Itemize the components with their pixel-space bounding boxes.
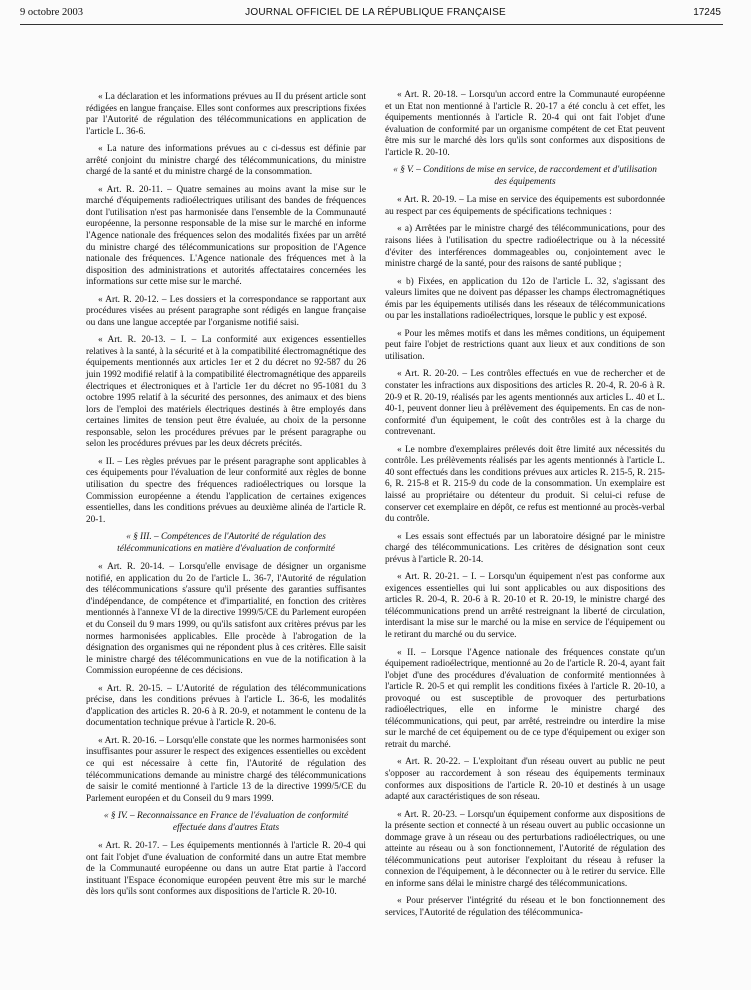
article-r20-23: « Art. R. 20-23. – Lorsqu'un équipement conforme aux dispositions de la présente section et connecté à un réseau ouvert au public occasionne un dommage grave à un réseau ou des perturbations radioélectriques, ou une atteinte au réseau ou à son fonctionnement, l'Autorité de régulation des télécommunications peut autoriser l'exploitant du réseau à refuser la connexion de l'équipement, à le déconnecter ou à le retirer du service. Elle en informe sans délai le ministre chargé des télécommunications. (385, 809, 665, 889)
paragraph: « Pour les mêmes motifs et dans les mêmes conditions, un équipement peut faire l'objet de restrictions quant aux lieux et aux conditions de son utilisation. (385, 328, 665, 362)
section-heading-v: « § V. – Conditions de mise en service, de raccordement et d'utilisation des équipements (393, 165, 657, 187)
paragraph: « a) Arrêtées par le ministre chargé des télécommunications, pour des raisons liées à l'utilisation du spectre radioélectrique ou à la nécessité d'éviter des interférences dommageables ou, conjointement avec le ministre chargé de la santé, pour des raisons de santé publique ; (385, 224, 665, 270)
paragraph: « b) Fixées, en application du 12o de l'article L. 32, s'agissant des valeurs limites que ne doivent pas dépasser les champs électromagnétiques émis par les équipements utilisés dans les réseaux de télécommunications ou par les installations radioélectriques, lorsque le public y est exposé. (385, 276, 665, 322)
header-rule (20, 24, 723, 25)
paragraph: « Pour préserver l'intégrité du réseau et le bon fonctionnement des services, l'Autorité de régulation des télécommunica- (385, 896, 665, 918)
article-r20-12: « Art. R. 20-12. – Les dossiers et la correspondance se rapportant aux procédures visées au présent paragraphe sont rédigés en langue française ou dans une langue acceptée par l'organisme notifié saisi. (86, 294, 366, 328)
left-column (86, 92, 366, 905)
section-heading-iii: « § III. – Compétences de l'Autorité de régulation des télécommunications en matière d'évaluation de conformité (117, 532, 335, 554)
article-r20-15: « Art. R. 20-15. – L'Autorité de régulation des télécommunications précise, dans les conditions prévues à l'article L. 36-6, les modalités d'application des articles R. 20-6 à R. 20-9, et notamment le contenu de la documentation technique prévue à l'article R. 20-6. (86, 683, 366, 729)
article-r20-16: « Art. R. 20-16. – Lorsqu'elle constate que les normes harmonisées sont insuffisantes pour assurer le respect des exigences essentielles ou excèdent ce qui est nécessaire à cette fin, l'Autorité de régulation des télécommunications demande au ministre chargé des télécommunications de saisir le comité mentionné à l'article 13 de la directive 1999/5/CE du Parlement européen et du Conseil du 9 mars 1999. (86, 735, 366, 804)
header-page-number: 17245 (693, 7, 721, 18)
header-date: 9 octobre 2003 (20, 7, 83, 18)
article-r20-19: « Art. R. 20-19. – La mise en service des équipements est subordonnée au respect par ces équipements de spécifications techniques : (385, 195, 665, 217)
paragraph: « La déclaration et les informations prévues au II du présent article sont rédigées en langue française. Elles sont conformes aux prescriptions fixées par l'Autorité de régulation des télécommunications en application de l'article L. 36-6. (86, 92, 366, 137)
paragraph: « Les essais sont effectués par un laboratoire désigné par le ministre chargé des télécommunications. Les critères de désignation sont ceux prévus à l'article R. 20-14. (385, 531, 665, 565)
article-r20-11: « Art. R. 20-11. – Quatre semaines au moins avant la mise sur le marché d'équipements radioélectriques utilisant des bandes de fréquences dont l'utilisation n'est pas harmonisée dans l'ensemble de la Communauté européenne, la personne responsable de la mise sur le marché en informe l'Agence nationale des fréquences selon des modalités fixées par un arrêté du ministre chargé des télécommunications sur proposition de l'Agence nationale des fréquences. L'Agence nationale des fréquences met à la disposition des administrations et autorités affectataires concernées les informations sur cette mise sur le marché. (86, 184, 366, 288)
right-column (385, 90, 665, 926)
article-r20-21: « Art. R. 20-21. – I. – Lorsqu'un équipement n'est pas conforme aux exigences essentielles qui lui sont applicables ou aux dispositions des articles R. 20-4, R. 20-6 à R. 20-10 et R. 20-19, le ministre chargé des télécommunications prend un arrêté restreignant la liberté de circulation, interdisant la mise sur le marché ou la mise en service de l'équipement ou le retirant du marché ou du service. (385, 572, 665, 640)
article-r20-14: « Art. R. 20-14. – Lorsqu'elle envisage de désigner un organisme notifié, en application du 2o de l'article L. 36-7, l'Autorité de régulation des télécommunications s'assure qu'il présente des garanties suffisantes d'indépendance, de compétence et d'impartialité, en fonction des critères mentionnés à l'annexe VI de la directive 1999/5/CE du Parlement européen et du Conseil du 9 mars 1999, ou qu'ils satisfont aux critères prévus par les normes harmonisées applicables. Elle procède à l'abrogation de la désignation des organismes qui ne répondent plus à ces critères. Elle saisit le ministre chargé des télécommunications en vue de la notification à la Commission européenne de ces décisions. (86, 562, 366, 677)
article-r20-13: « Art. R. 20-13. – I. – La conformité aux exigences essentielles relatives à la santé, à la sécurité et à la compatibilité électromagnétique des équipements mentionnés aux articles 1er et 2 du décret no 92-587 du 26 juin 1992 modifié relatif à la compatibilité électromagnétique des appareils électriques et électroniques et à l'article 1er du décret no 95-1081 du 3 octobre 1995 relatif à la sécurité des personnes, des animaux et des biens lors de l'emploi des matériels électriques destinés à être employés dans certaines limites de tension peut être évaluée, au choix de la personne responsable, selon les procédures prévues par le présent paragraphe ou selon les procédures prévues par les deux décrets précités. (86, 335, 366, 450)
article-r20-18: « Art. R. 20-18. – Lorsqu'un accord entre la Communauté européenne et un Etat non mentionné à l'article R. 20-17 a été conclu à cet effet, les équipements mentionnés à l'article R. 20-4 qui ont fait l'objet d'une évaluation de conformité par un organisme compétent de cet Etat peuvent être mis sur le marché dès lors qu'ils sont conformes aux dispositions de l'article R. 20-10. (385, 90, 665, 158)
article-r20-20: « Art. R. 20-20. – Les contrôles effectués en vue de rechercher et de constater les infractions aux dispositions des articles R. 20-4, R. 20-6 à R. 20-9 et R. 20-19, réalisés par les agents mentionnés aux articles L. 40 et L. 40-1, peuvent donner lieu à prélèvement des équipements. En cas de non-conformité d'un équipement, le coût des contrôles est à la charge du contrevenant. (385, 369, 665, 438)
paragraph: « II. – Les règles prévues par le présent paragraphe sont applicables à ces équipements pour l'évaluation de leur conformité aux règles de bonne utilisation du spectre des fréquences radioélectriques ou lorsque la Commission européenne a étendu l'application de certaines exigences essentielles, dans les conditions prévues au deuxième alinéa de l'article R. 20-1. (86, 456, 366, 525)
header-journal-title: JOURNAL OFFICIEL DE LA RÉPUBLIQUE FRANÇAISE (245, 7, 506, 18)
article-r20-22: « Art. R. 20-22. – L'exploitant d'un réseau ouvert au public ne peut s'opposer au raccordement à son réseau des équipements terminaux conformes aux dispositions de l'article R. 20-10 et destinés à un usage adapté aux caractéristiques de son réseau. (385, 757, 665, 803)
section-heading-iv: « § IV. – Reconnaissance en France de l'évaluation de conformité effectuée dans d'autres Etats (103, 811, 349, 833)
paragraph: « La nature des informations prévues au c ci-dessus est définie par arrêté conjoint du ministre chargé des télécommunications, du ministre chargé de la santé et du ministre chargé de la consommation. (86, 144, 366, 178)
paragraph: « Le nombre d'exemplaires prélevés doit être limité aux nécessités du contrôle. Les prélèvements réalisés par les agents mentionnés à l'article L. 40 sont effectués dans les conditions prévues aux articles R. 215-5, R. 215-6, R. 215-8 et R. 215-9 du code de la consommation. Un exemplaire est laissé au propriétaire ou détenteur du produit. Si celui-ci refuse de conserver cet exemplaire en dépôt, ce refus est mentionné au procès-verbal du contrôle. (385, 444, 665, 525)
paragraph: « II. – Lorsque l'Agence nationale des fréquences constate qu'un équipement radioélectrique, mentionné au 2o de l'article R. 20-4, ayant fait l'objet d'une des procédures d'évaluation de conformité mentionnées à l'article R. 20-5 et qui remplit les conditions fixées à l'article R. 20-10, a provoqué ou est susceptible de provoquer des perturbations radioélectriques, elle en informe le ministre chargé des télécommunications, qui peut, par arrêté, restreindre ou interdire la mise sur le marché de cet équipement ou de ce type d'équipement ou exiger son retrait du marché. (385, 647, 665, 750)
article-r20-17: « Art. R. 20-17. – Les équipements mentionnés à l'article R. 20-4 qui ont fait l'objet d'une évaluation de conformité dans un autre Etat membre de la Communauté européenne ou dans un autre Etat partie à l'accord instituant l'Espace économique européen peuvent être mis sur le marché dès lors qu'ils sont conformes aux dispositions de l'article R. 20-10. (86, 841, 366, 898)
